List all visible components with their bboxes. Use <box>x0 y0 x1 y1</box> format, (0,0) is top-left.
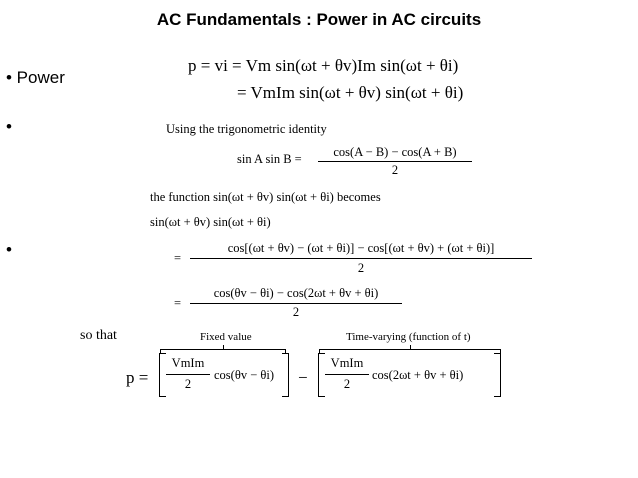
fixed-value-brace <box>160 349 286 355</box>
equals-sign-2: = <box>174 296 182 310</box>
left-bracket-1 <box>159 353 166 397</box>
final-denominator-2: 2 <box>343 377 351 391</box>
final-p-equals: p = <box>126 368 149 387</box>
expansion2-numerator: cos(θv − θi) − cos(2ωt + θv + θi) <box>213 286 379 300</box>
identity-lhs: sin A sin B = <box>237 152 302 166</box>
expansion2-fraction-bar <box>190 303 402 304</box>
final-numerator-2: VmIm <box>330 356 364 370</box>
right-bracket-1 <box>282 353 289 397</box>
expansion1-numerator: cos[(ωt + θv) − (ωt + θi)] − cos[(ωt + θv) + (ωt + θi)] <box>227 241 495 255</box>
identity-numerator: cos(A − B) − cos(A + B) <box>333 145 457 159</box>
expansion1-fraction-bar <box>190 258 532 259</box>
power-equation-line1: p = vi = Vm sin(ωt + θv)Im sin(ωt + θi) <box>188 56 459 75</box>
product-text: sin(ωt + θv) sin(ωt + θi) <box>150 215 271 229</box>
right-bracket-2 <box>494 353 501 397</box>
final-term2: cos(2ωt + θv + θi) <box>372 368 464 382</box>
left-bracket-2 <box>318 353 325 397</box>
final-minus: − <box>298 368 308 387</box>
final-denominator-1: 2 <box>184 377 192 391</box>
bullet-power: • Power <box>6 68 65 87</box>
equals-sign-1: = <box>174 251 182 265</box>
bullet-2: • <box>6 117 12 136</box>
so-that-text: so that <box>80 328 117 343</box>
final-fraction-bar-1 <box>166 374 210 375</box>
page-title: AC Fundamentals : Power in AC circuits <box>156 10 482 29</box>
identity-fraction-bar <box>318 161 472 162</box>
power-equation-line2: = VmIm sin(ωt + θv) sin(ωt + θi) <box>237 83 464 102</box>
final-fraction-bar-2 <box>325 374 369 375</box>
final-term1: cos(θv − θi) <box>214 368 274 382</box>
function-text: the function sin(ωt + θv) sin(ωt + θi) becomes <box>150 190 381 204</box>
fixed-value-label: Fixed value <box>200 331 252 343</box>
expansion2-denominator: 2 <box>292 305 300 319</box>
final-numerator-1: VmIm <box>171 356 205 370</box>
identity-denominator: 2 <box>391 163 399 177</box>
bullet-3: • <box>6 240 12 259</box>
expansion1-denominator: 2 <box>357 261 365 275</box>
time-varying-brace <box>319 349 501 355</box>
time-varying-label: Time-varying (function of t) <box>346 331 471 343</box>
identity-intro: Using the trigonometric identity <box>166 122 327 136</box>
